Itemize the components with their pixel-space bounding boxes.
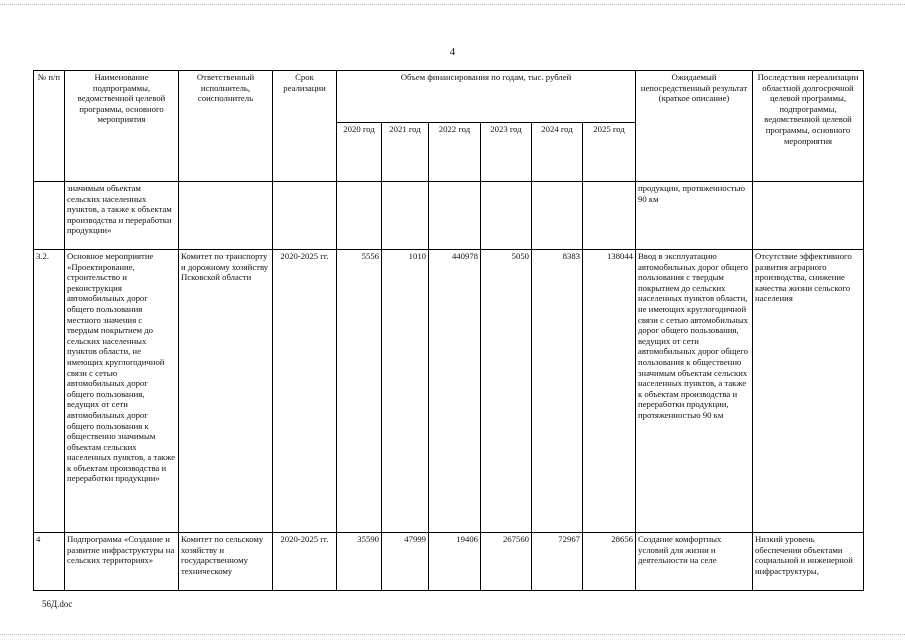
row-value [382,182,429,250]
scan-edge-top [0,4,905,5]
row-executor: Комитет по транспорту и дорожному хозяйству Псковской области [179,250,273,533]
header-name: Наименование подпрограммы, ведомственной целевой программы, основного мероприятия [65,71,179,182]
row-name: значимым объектам сельских населенных пунктов, а также к объектам производства и переработки продукции» [65,182,179,250]
header-consequences: Последствия нереализации областной долгосрочной целевой программы, подпрограммы, ведомственной целевой программы, основного мероприятия [753,71,864,182]
header-year: 2023 год [481,123,532,182]
row-result: Создание комфортных условий для жизни и деятельности на селе [636,533,753,591]
row-value: 267560 [481,533,532,591]
row-executor [179,182,273,250]
row-no: 3.2. [34,250,65,533]
header-year: 2025 год [583,123,636,182]
table-row [34,182,864,250]
header-executor: Ответственный исполнитель, соисполнитель [179,71,273,182]
row-term: 2020-2025 гг. [273,250,337,533]
row-term [273,182,337,250]
row-value: 440978 [429,250,481,533]
row-value [532,182,583,250]
row-value: 5050 [481,250,532,533]
row-value: 28656 [583,533,636,591]
header-year: 2024 год [532,123,583,182]
row-value: 5556 [337,250,382,533]
row-value: 138044 [583,250,636,533]
row-no [34,182,65,250]
header-no: № п/п [34,71,65,182]
header-year: 2020 год [337,123,382,182]
row-no: 4 [34,533,65,591]
header-funding: Объем финансирования по годам, тыс. рублей [337,71,636,123]
row-result: продукции, протяженностью 90 км [636,182,753,250]
footer-filename: 56Д.doc [42,599,73,609]
row-value: 8383 [532,250,583,533]
row-value: 47999 [382,533,429,591]
header-year: 2021 год [382,123,429,182]
header-result: Ожидаемый непосредственный результат (краткое описание) [636,71,753,182]
row-name: Подпрограмма «Создание и развитие инфраструктуры на сельских территориях» [65,533,179,591]
row-value [337,182,382,250]
row-executor: Комитет по сельскому хозяйству и государственному техническому [179,533,273,591]
row-consequences [753,182,864,250]
row-consequences: Отсутствие эффективного развития аграрного производства, снижение качества жизни сельского населения [753,250,864,533]
row-value: 1010 [382,250,429,533]
row-value [583,182,636,250]
program-table [33,70,864,591]
table-row [34,250,864,533]
header-term: Срок реализации [273,71,337,182]
table-row [34,533,864,591]
row-value [481,182,532,250]
row-term: 2020-2025 гг. [273,533,337,591]
row-value [429,182,481,250]
page-number: 4 [449,46,456,58]
row-name: Основное мероприятие «Проектирование, строительство и реконструкция автомобильных дорог общего пользования местного значения с твердым покрытием до сельских населенных пунктов области, не имеющих круглогодичной связи с сетью автомобильных дорог общего пользования, ведущих от сети автомобильных дорог общего пользования к общественно значимым объектам сельских населенных пунктов, а также к объектам производства и переработки продукции» [65,250,179,533]
row-value: 72967 [532,533,583,591]
header-row [34,71,864,123]
scan-edge-bottom [0,634,905,635]
row-value: 35590 [337,533,382,591]
row-result: Ввод в эксплуатацию автомобильных дорог общего пользования с твердым покрытием до сельских населенных пунктов области, не имеющих круглогодичной связи с сетью автомобильных дорог общего пользования, ведущих от сети автомобильных дорог общего пользования к общественно значимым объектам сельских населенных пунктов, а также к объектам производства и переработки продукции, протяженностью 90 км [636,250,753,533]
row-value: 19406 [429,533,481,591]
header-year: 2022 год [429,123,481,182]
row-consequences: Низкий уровень обеспечения объектами социальной и инженерной инфраструктуры, [753,533,864,591]
